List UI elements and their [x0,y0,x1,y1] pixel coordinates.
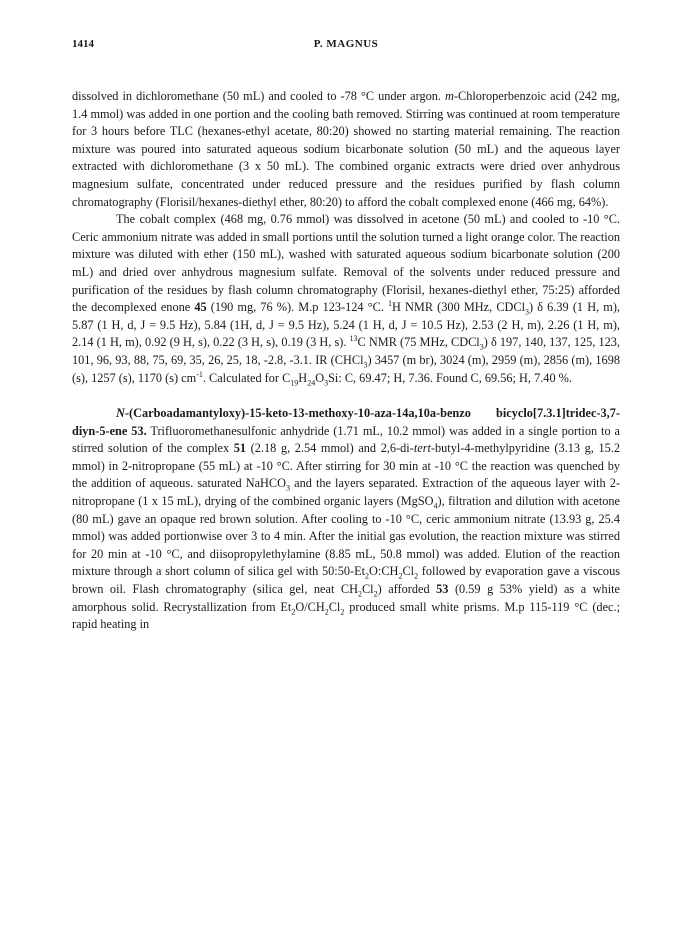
paragraph-compound-53: N-(Carboadamantyloxy)-15-keto-13-methoxy-10-aza-14a,10a-benzo bicyclo[7.3.1]tridec-3,7-diyn-5-ene 53. Trifluoromethanesulfonic anhydride (1.71 mL, 10.2 mmol) was added in a single portion to a stirred solution of the complex 51 (2.18 g, 2.54 mmol) and 2,6-di-tert-butyl-4-methylpyridine (3.13 g, 15.2 mmol) in 2-nitropropane (55 mL) at -10 °C. After stirring for 30 min at -10 °C the reaction was quenched by the addition of aqueous. saturated NaHCO$_3$ and the layers separated. Extraction of the aqueous layer with 2-nitropropane (1 x 15 mL), drying of the combined organic layers (MgSO$_4$), filtration and dilution with acetone (80 mL) gave an opaque red brown solution. After cooling to -10 °C, ceric ammonium nitrate (13.93 g, 25.4 mmol) was added portionwise over 3 to 4 min. After the initial gas evolution, the reaction mixture was stirred for 20 min at -10 °C, and diisopropylethylamine (8.85 mL, 50.8 mmol) was added. Elution of the reaction mixture through a short column of silica gel with $50:50-Et_2O:CH_2Cl_2$ followed by evaporation gave a viscous brown oil. Flash chromatography (silica gel, neat $CH_2Cl_2$) afforded 53 (0.59 g 53% yield) as a white amorphous solid. Recrystallization from $Et_2O/CH_2Cl_2$ produced small white prisms. M.p 115-119 °C (dec.; rapid heating in [72,406,621,632]
page-header [72,38,620,54]
page-body [72,88,620,634]
compound-label: 53. [131,423,147,438]
page-number: 1414 [72,38,94,50]
running-head: P. MAGNUS [313,38,379,50]
compound-label: 53 [436,582,449,597]
compound-label: 45 [194,300,207,315]
compound-title: N [116,406,125,421]
paragraph-mcpba-oxidation: dissolved in dichloromethane (50 mL) and cooled to -78 °C under argon. m-Chloroperbenzoic acid (242 mg, 1.4 mmol) was added in one portion and the cooling bath removed. Stirring was continued at room temperature for 3 hours before TLC (hexanes-ethyl acetate, 80:20) showed no starting material remaining. The reaction mixture was poured into saturated aqueous sodium bicarbonate solution (50 mL) and the aqueous layer extracted with dichloromethane (3 x 50 mL). The combined organic extracts were dried over anhydrous magnesium sulfate, concentrated under reduced pressure and the residues purified by flash column chromatography (Florisil/hexanes-diethyl ether, 80:20) to afford the cobalt complexed enone (466 mg, 64%). [72,89,620,209]
compound-label: 51 [233,441,247,456]
paragraph-decomplexation: The cobalt complex (468 mg, 0.76 mmol) was dissolved in acetone (50 mL) and cooled to -10 °C. Ceric ammonium nitrate was added in small portions until the solution turned a light orange color. The reaction mixture was diluted with ether (150 mL), washed with saturated aqueous sodium bicarbonate solution (200 mL) and dried over anhydrous magnesium sulfate. Removal of the solvents under reduced pressure and purification of the residues by flash column chromatography (Florisil, hexanes-diethyl ether, 75:25) afforded the decomplexed enone 45 (190 mg, 76 %). M.p 123-124 °C. $^1$H NMR (300 MHz, CDCl$_3$) δ 6.39 (1 H, m), 5.87 (1 H, d, J = 9.5 Hz), 5.84 (1H, d, J = 9.5 Hz), 5.24 (1 H, d, J = 10.5 Hz), 2.53 (2 H, m), 2.26 (1 H, m), 2.14 (1 H, m), 0.92 (9 H, s), 0.22 (3 H, s), 0.19 (3 H, s). $^{13}$C NMR (75 MHz, CDCl$_3$) δ 197, 140, 137, 125, 123, 101, 96, 93, 88, 75, 69, 35, 26, 25, 18, -2.8, -3.1. IR (CHCl$_3$) 3457 (m br), 3024 (m), 2959 (m), 2856 (m), 1698 (s), 1257 (s), 1170 (s) $cm^{-1}$. Calculated for $C_{19}H_{24}O_3Si$: C, 69.47; H, 7.36. Found C, 69.56; H, 7.40 %. [72,212,621,387]
paragraph-gap [72,387,620,405]
